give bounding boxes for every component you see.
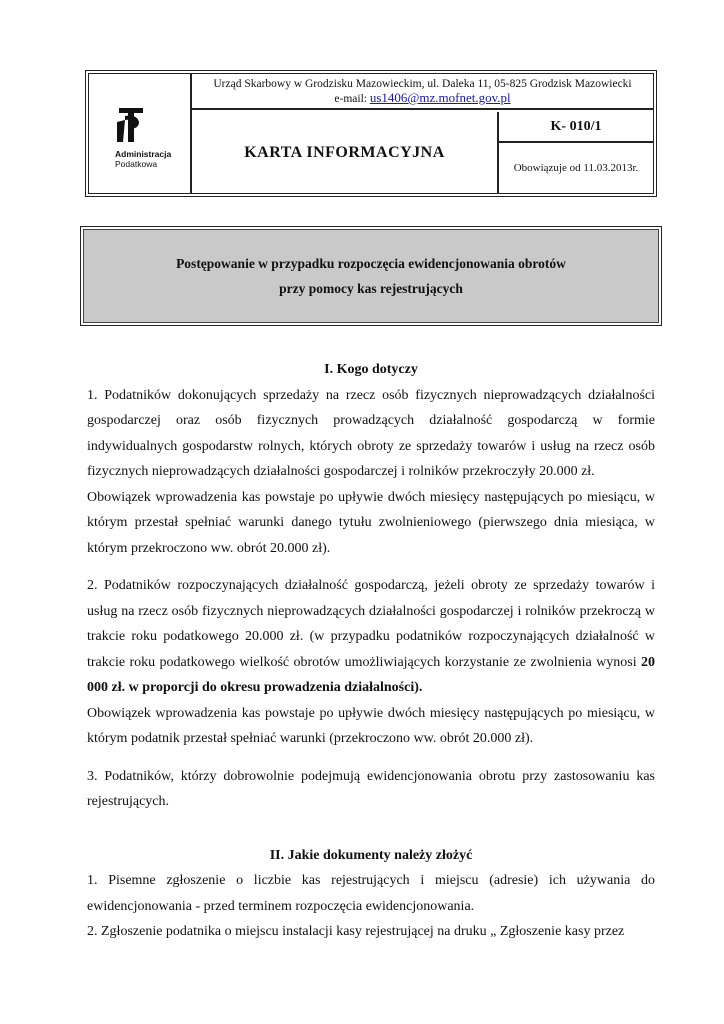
logo-line2: Podatkowa [115,159,158,169]
spacer [87,561,655,573]
section2-paragraph2: 2. Zgłoszenie podatnika o miejscu instalacji kasy rejestrującej na druku „ Zgłoszenie kasy przez [87,924,625,939]
administracja-podatkowa-logo-icon [111,106,151,146]
valid-from-date: Obowiązuje od 11.03.2013r. [497,143,653,193]
document-code: K- 010/1 [497,112,653,143]
subject-line1: Postępowanie w przypadku rozpoczęcia ewidencjonowania obrotów [176,256,566,271]
document-title: KARTA INFORMACYJNA [244,143,445,161]
logo-line1: Administracja [115,149,172,159]
header-table [85,70,657,197]
email-line [192,91,653,106]
section1-paragraph2b: Obowiązek wprowadzenia kas powstaje po upływie dwóch miesięcy następujących po miesiącu, w którym podatnik przestał spełniać warunki (przekroczono ww. obrót 20.000 zł). [87,705,655,746]
section1-paragraph2-bold: 20 000 zł. w proporcji do okresu prowadzenia działalności). [87,654,655,695]
email-prefix: e-mail: [334,93,367,105]
subject-inner [83,229,659,323]
header-inner [88,73,654,194]
address-cell [192,74,653,110]
subject-box [80,226,662,326]
logo-text [115,149,171,169]
document-body [87,357,655,945]
office-address: Urząd Skarbowy w Grodzisku Mazowieckim, ul. Daleka 11, 05-825 Grodzisk Mazowiecki [213,78,632,90]
section2-paragraph1: 1. Pisemne zgłoszenie o liczbie kas rejestrujących i miejscu (adresie) ich używania do ewidencjonowania - przed terminem rozpoczęcia ewidencjonowania. [87,873,655,914]
section1-paragraph3: 3. Podatników, którzy dobrowolnie podejmują ewidencjonowania obrotu przy zastosowaniu kas rejestrujących. [87,768,655,809]
section1-heading: I. Kogo dotyczy [324,362,418,377]
email-link[interactable]: us1406@mz.mofnet.gov.pl [369,90,511,105]
section1-paragraph2 [87,573,655,701]
logo-cell [89,74,192,193]
section1-paragraph1: 1. Podatników dokonujących sprzedaży na rzecz osób fizycznych nieprowadzących działalności gospodarczej oraz osób fizycznych prowadzących działalność gospodarczą w formie indywidualnych gospodarstw rolnych, których obroty ze sprzedaży towarów i usług na rzecz osób fizycznych nieprowadzących działalności gospodarczej i rolników przekroczyły 20.000 zł. [87,387,655,479]
section1-paragraph1b: Obowiązek wprowadzenia kas powstaje po upływie dwóch miesięcy następujących po miesiącu, w którym przestał spełniać warunki danego tytułu zwolnieniowego (pierwszego dnia miesiąca, w którym przekroczono ww. obrót 20.000 zł). [87,489,655,556]
section2-heading: II. Jakie dokumenty należy złożyć [269,847,473,863]
subject-line2: przy pomocy kas rejestrujących [279,281,463,296]
spacer [87,815,655,843]
spacer [87,752,655,764]
section1-paragraph2-text: 2. Podatników rozpoczynających działalność gospodarczą, jeżeli obroty ze sprzedaży towarów i usług na rzecz osób fizycznych nieprowadzących działalności gospodarczej i rolników przekroczą w trakcie roku podatkowego 20.000 zł. (w przypadku podatników rozpoczynających działalność w trakcie roku podatkowego wielkość obrotów umożliwiających korzystanie ze zwolnienia wynosi [87,578,655,670]
